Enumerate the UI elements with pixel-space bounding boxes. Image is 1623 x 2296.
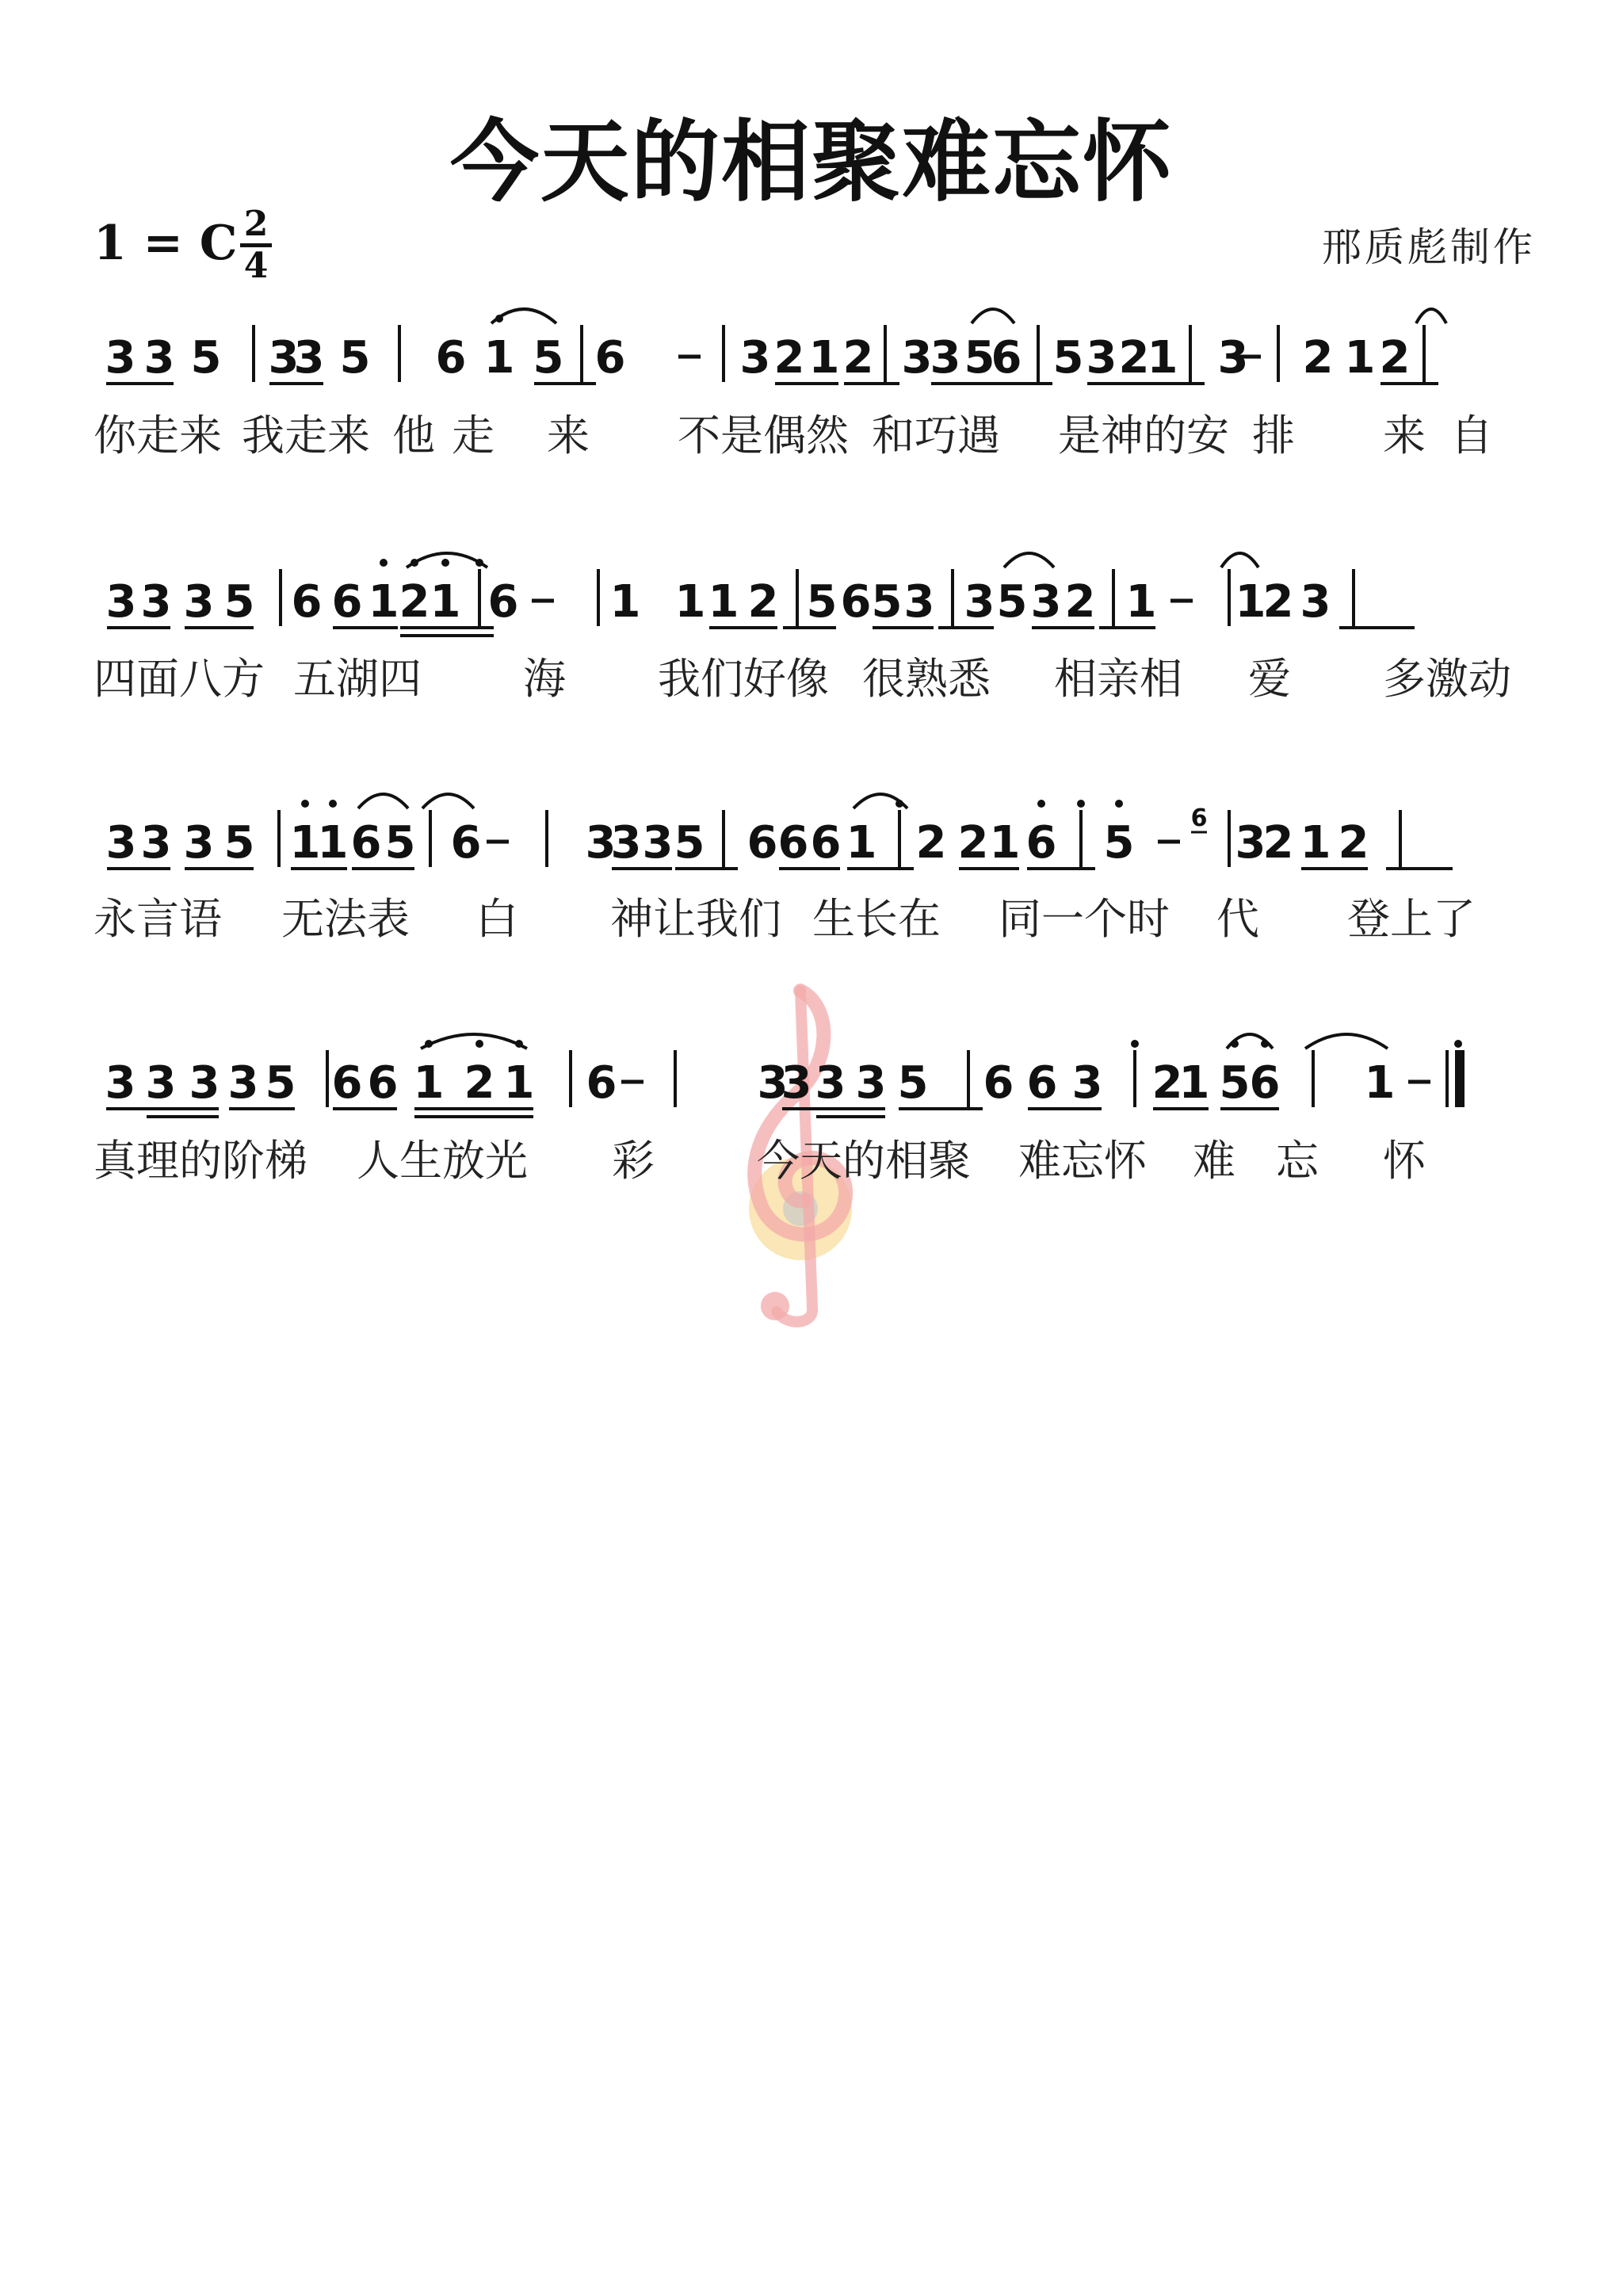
slur-arc: [1416, 309, 1446, 323]
lyric-text: 人生放光: [357, 1136, 528, 1186]
slur-arc: [972, 309, 1014, 323]
time-signature-top: 2: [243, 204, 269, 244]
note: 6: [435, 332, 467, 384]
note: 6: [777, 817, 809, 869]
lyric-text: 生长在: [812, 894, 941, 944]
lyric-text: 他: [392, 411, 435, 460]
note: 6: [983, 1057, 1014, 1109]
note: 3: [815, 1057, 846, 1109]
octave-dot-above: [475, 1040, 483, 1048]
lyric-text: 走: [452, 411, 495, 460]
octave-dot-above: [380, 559, 388, 567]
slur-arc: [1221, 553, 1258, 567]
octave-dot-above: [329, 800, 337, 808]
note: 3: [293, 332, 325, 384]
note: 3: [757, 1057, 789, 1109]
note: 3: [964, 576, 995, 628]
note: 5: [384, 817, 416, 869]
note: 3: [642, 817, 674, 869]
octave-dot-above: [301, 800, 309, 808]
lyric-text: 排: [1252, 411, 1295, 460]
note: 3: [585, 817, 617, 869]
note: 3: [143, 332, 175, 384]
lyric-text: 是神的安: [1058, 411, 1229, 460]
octave-dot-above: [1261, 1040, 1269, 1048]
note: 6: [487, 576, 519, 628]
lyric-text: 白: [475, 894, 518, 944]
note: 5: [339, 332, 371, 384]
note: 1: [368, 576, 399, 628]
note: 3: [901, 332, 933, 384]
note: 3: [1086, 332, 1117, 384]
note: 1: [674, 576, 706, 628]
lyric-text: 我走来: [242, 411, 370, 460]
note: 1: [503, 1057, 535, 1109]
slur-arc: [422, 794, 474, 808]
note: 1: [1344, 332, 1376, 384]
note: 6: [586, 1057, 617, 1109]
note: 1: [708, 576, 739, 628]
note: 5: [806, 576, 838, 628]
lyric-text: 你走来: [94, 411, 222, 460]
octave-dot-above: [1115, 800, 1123, 808]
note: 3: [268, 332, 300, 384]
note: 6: [991, 332, 1022, 384]
octave-dot-above: [425, 1040, 433, 1048]
lyric-text: 神让我们: [610, 894, 781, 944]
note: 3: [189, 1057, 220, 1109]
note: 5: [190, 332, 222, 384]
note: 6: [291, 576, 323, 628]
lyric-text: 无法表: [281, 894, 410, 944]
note: 1: [1364, 1057, 1396, 1109]
note: 2: [464, 1057, 495, 1109]
note: 3: [183, 817, 215, 869]
octave-dot-above: [1131, 1040, 1139, 1048]
lyric-text: 不是偶然: [678, 411, 849, 460]
lyric-text: 四面八方: [94, 654, 265, 704]
note: 2: [747, 576, 779, 628]
note: 1: [846, 817, 877, 869]
note: 2: [1379, 332, 1411, 384]
note: 1: [289, 817, 321, 869]
note: 5: [265, 1057, 296, 1109]
note: 5: [996, 576, 1028, 628]
lyric-text: 来: [547, 411, 590, 460]
note: 3: [183, 576, 215, 628]
octave-dot-above: [1231, 1040, 1239, 1048]
note: 5: [1052, 332, 1084, 384]
note: 1: [1235, 576, 1266, 628]
note: 2: [957, 817, 989, 869]
note: 3: [903, 576, 935, 628]
lyric-text: 海: [523, 654, 566, 704]
lyric-text: 忘: [1276, 1136, 1319, 1186]
octave-dot-above: [411, 559, 418, 567]
lyric-text: 难: [1193, 1136, 1235, 1186]
note: 2: [1302, 332, 1334, 384]
note: 5: [223, 817, 255, 869]
time-signature-bottom: 4: [243, 246, 269, 286]
note: 5: [1103, 817, 1135, 869]
grace-note: 6: [1190, 804, 1208, 832]
note: 6: [331, 576, 363, 628]
note: 3: [140, 576, 172, 628]
note: 6: [450, 817, 482, 869]
octave-dot-above: [896, 800, 903, 808]
note: 6: [1026, 1057, 1058, 1109]
note: 6: [1249, 1057, 1281, 1109]
note: 1: [1178, 1057, 1210, 1109]
note: 3: [855, 1057, 887, 1109]
octave-dot-above: [1454, 1040, 1462, 1048]
note: 6: [350, 817, 382, 869]
note: 3: [610, 817, 642, 869]
note: 3: [227, 1057, 259, 1109]
note: 1: [430, 576, 461, 628]
lyric-text: 怀: [1383, 1136, 1426, 1186]
note: 6: [747, 817, 778, 869]
note: 6: [1025, 817, 1057, 869]
slur-arc: [1004, 553, 1054, 567]
note: 3: [781, 1057, 812, 1109]
note: 2: [1118, 332, 1150, 384]
note: 2: [1064, 576, 1096, 628]
lyric-text: 爱: [1248, 654, 1291, 704]
note: 2: [842, 332, 874, 384]
song-title: 今天的相聚难忘怀: [450, 110, 1173, 214]
note: 3: [1030, 576, 1062, 628]
slur-arc: [421, 1034, 527, 1049]
note: 3: [105, 1057, 136, 1109]
note: 2: [1151, 1057, 1183, 1109]
note: 1: [808, 332, 840, 384]
note: 2: [773, 332, 805, 384]
lyric-text: 五湖四: [293, 654, 422, 704]
lyric-text: 登上了: [1347, 894, 1476, 944]
note: 3: [1071, 1057, 1103, 1109]
note: 2: [915, 817, 947, 869]
octave-dot-above: [495, 315, 503, 323]
octave-dot-above: [515, 1040, 523, 1048]
lyric-text: 彩: [612, 1136, 655, 1186]
note: 5: [674, 817, 705, 869]
note: 2: [1338, 817, 1369, 869]
note: 3: [105, 817, 137, 869]
lyric-text: 相亲相: [1054, 654, 1182, 704]
slur-arc: [1305, 1034, 1388, 1049]
octave-dot-above: [1077, 800, 1085, 808]
note: 6: [810, 817, 842, 869]
lyric-text: 代: [1216, 894, 1259, 944]
lyric-text: 今天的相聚: [757, 1136, 971, 1186]
note: 6: [367, 1057, 399, 1109]
note: 5: [964, 332, 995, 384]
note: 5: [897, 1057, 929, 1109]
note: 6: [331, 1057, 363, 1109]
lyric-text: 真理的阶梯: [94, 1136, 307, 1186]
note: 6: [594, 332, 626, 384]
note: 3: [1217, 332, 1249, 384]
octave-dot-above: [475, 559, 483, 567]
key-signature: 1 = C: [94, 216, 238, 271]
note: 5: [1219, 1057, 1251, 1109]
note: 1: [483, 332, 515, 384]
lyric-text: 自: [1450, 411, 1493, 460]
note: 3: [1235, 817, 1266, 869]
lyric-text: 来: [1383, 411, 1426, 460]
note: 1: [1147, 332, 1178, 384]
note: 1: [1125, 576, 1157, 628]
note: 2: [1262, 817, 1294, 869]
note: 2: [1262, 576, 1294, 628]
note: 1: [413, 1057, 445, 1109]
note: 3: [145, 1057, 177, 1109]
lyric-text: 和巧遇: [872, 411, 1000, 460]
note: 2: [399, 576, 430, 628]
lyric-text: 多激动: [1383, 654, 1511, 704]
note: 3: [105, 576, 137, 628]
note: 1: [989, 817, 1021, 869]
note: 3: [739, 332, 771, 384]
lyric-text: 难忘怀: [1018, 1136, 1147, 1186]
lyric-text: 很熟悉: [862, 654, 991, 704]
note: 3: [1300, 576, 1331, 628]
note: 5: [223, 576, 255, 628]
arranger-credit: 邢质彪制作: [1322, 224, 1536, 270]
note: 1: [317, 817, 349, 869]
octave-dot-above: [1037, 800, 1045, 808]
note: 1: [1300, 817, 1331, 869]
lyric-text: 同一个时: [999, 894, 1170, 944]
lyric-text: 永言语: [94, 894, 222, 944]
note: 6: [840, 576, 872, 628]
note: 5: [871, 576, 903, 628]
note: 1: [609, 576, 641, 628]
lyric-text: 我们好像: [658, 654, 829, 704]
note: 3: [140, 817, 172, 869]
octave-dot-above: [441, 559, 449, 567]
slur-arc: [358, 794, 408, 808]
note: 3: [930, 332, 961, 384]
note: 5: [533, 332, 564, 384]
note: 3: [105, 332, 136, 384]
